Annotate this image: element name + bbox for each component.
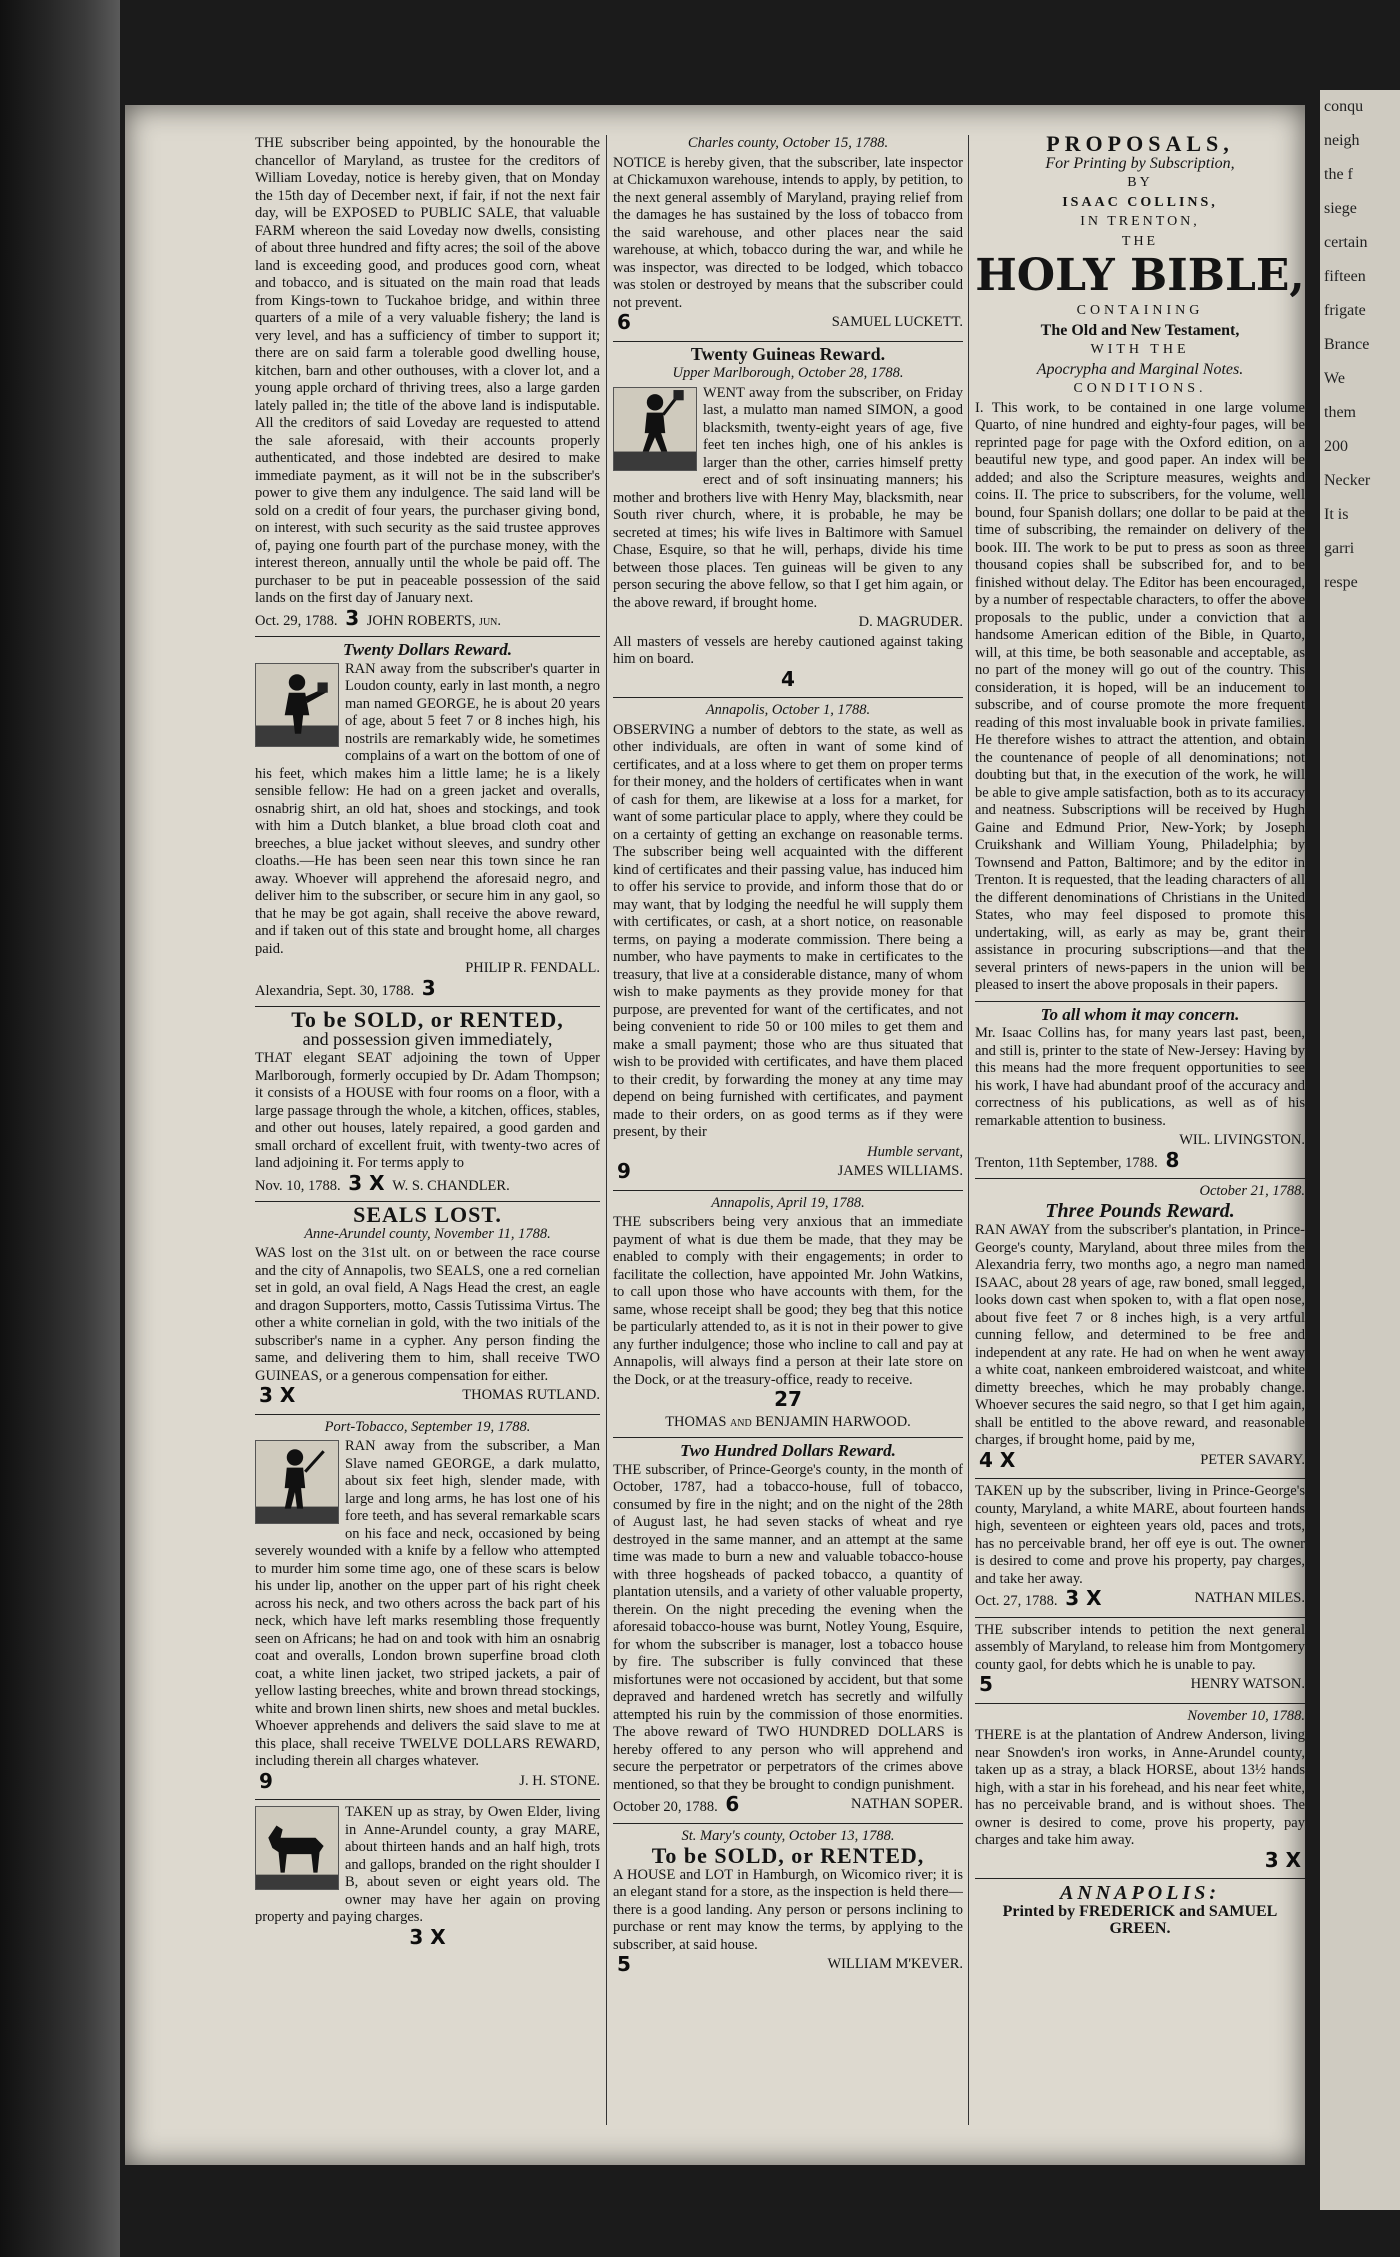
divider: [613, 697, 963, 698]
advert-mark-line: [975, 1847, 1305, 1873]
divider: [975, 1878, 1305, 1879]
advert-date-signature: Oct. 27, 1788. 3 X NATHAN MILES.: [975, 1586, 1305, 1610]
facing-page-fragment: 200: [1324, 438, 1348, 455]
advert-signature-line: [255, 1383, 600, 1408]
divider: [975, 1703, 1305, 1704]
advert-text: TAKEN up as stray, by Owen Elder, living in Anne-Arundel county, a gray MARE, about thirteen hands and an half high, trots and gallops, branded on the right shoulder I B, about seven or eight years old. The owner may have her again on proving property and paying charges.: [255, 1804, 600, 1925]
signature: PETER SAVARY.: [1200, 1451, 1305, 1468]
runaway-woodcut-image: [255, 1440, 339, 1524]
proposals-with: WITH THE: [1090, 342, 1190, 357]
advert-dateline: Anne-Arundel county, November 11, 1788.: [304, 1225, 551, 1242]
divider: [255, 1799, 600, 1800]
advert-text: NOTICE is hereby given, that the subscriber, late inspector at Chickamuxon warehouse, intends to apply, by petition, to the next general assembly of Maryland, praying relief from the damages he has sustained by the loss of tobacco from the said warehouse, and other places near the said warehouse, at which, tobacco during the war, and while he was inspector, was directed to be lodged, which tobacco was stolen or destroyed by means that the subscriber could not prevent.: [613, 154, 963, 311]
advert-text: THE subscriber being appointed, by the honourable the chancellor of Maryland, as trustee for the creditors of William Loveday, notice is hereby given, that on Monday the 15th day of December next, if fair, if not the next fair day, will be EXPOSED to PUBLIC SALE, that valuable FARM whereon the said Loveday now dwells, consisting of about three hundred and fifty acres; the soil of the above land is exceeding good, and produces good corn, wheat and tobacco, and is situated on the main road that leads from Kings-town to Tuckahoe bridge, and within three quarters of a mile of a very valuable fishery; the land is very level, and has a sufficiency of timber to support it; there are on said farm a tolerable good dwelling house, kitchen, barn and other outhouses, with a clover lot, and a young apple orchard of thriving trees, also a large garden lately palled in; the title of the above land is indisputable. All the creditors of said Loveday are requested to attend the sale aforesaid, with their accounts properly authenticated, and those indebted are desired to make immediate payment, as it will not be in the subscriber's power to give them any indulgence. The said land will be sold on a credit of four years, the purchaser giving bond, on interest, with such security as the said trustee approves of, paying one fourth part of the purchase money, with the interest thereon, annually until the whole be paid off. The purchaser to be put in peaceable possession of the said lands on the first day of January next.: [255, 135, 600, 606]
advert-mark-line: [613, 1387, 963, 1412]
divider: [975, 1001, 1305, 1002]
signature: W. S. CHANDLER.: [392, 1177, 510, 1194]
advert-two-hundred-dollars: [613, 1442, 963, 1817]
proposals-conditions: CONDITIONS.: [1073, 381, 1207, 396]
proposals-apocrypha: Apocrypha and Marginal Notes.: [1036, 360, 1244, 378]
advert-date-signature: Nov. 10, 1788. 3 X W. S. CHANDLER.: [255, 1170, 510, 1195]
handwritten-mark: 3 X: [348, 1170, 385, 1195]
facing-page-fragment: conqu: [1324, 98, 1364, 115]
signature: PHILIP R. FENDALL.: [465, 960, 600, 976]
advert-heading: Twenty Dollars Reward.: [343, 640, 512, 659]
handwritten-mark: 9: [617, 1159, 631, 1183]
advert-signature-line: [613, 1952, 963, 1977]
column-2: [613, 135, 963, 2125]
facing-page-fragment: the f: [1324, 166, 1353, 183]
advert-hamburgh-house: [613, 1828, 963, 1977]
signature: THOMAS RUTLAND.: [462, 1387, 600, 1403]
handwritten-mark: 4 X: [979, 1447, 1016, 1472]
facing-page-edge: [1320, 90, 1400, 2210]
handwritten-mark: 9: [259, 1768, 273, 1793]
divider: [255, 1414, 600, 1415]
facing-page-fragment: them: [1324, 404, 1356, 421]
runaway-woodcut-image: [255, 663, 339, 747]
facing-page-fragment: Necker: [1324, 472, 1371, 489]
advert-note: All masters of vessels are hereby cautioned against taking him on board.: [613, 633, 963, 667]
facing-page-fragment: We: [1324, 370, 1345, 387]
proposals-testaments: The Old and New Testament,: [1040, 321, 1240, 339]
advert-dateline: Annapolis, April 19, 1788.: [711, 1194, 865, 1211]
signature: SAMUEL LUCKETT.: [831, 314, 963, 330]
facing-page-fragment: respe: [1324, 574, 1358, 591]
advert-concern: [975, 1006, 1305, 1173]
advert-heading: Two Hundred Dollars Reward.: [680, 1441, 896, 1460]
advert-certificates: [613, 702, 963, 1184]
handwritten-mark: 5: [617, 1952, 631, 1976]
holy-bible-title: HOLY BIBLE,: [975, 250, 1305, 301]
advert-heading: To all whom it may concern.: [1040, 1004, 1240, 1024]
handwritten-mark: 3: [345, 605, 360, 630]
handwritten-mark: 3 X: [1065, 1586, 1102, 1610]
advert-dateline: November 10, 1788.: [1187, 1707, 1305, 1724]
advert-dateline: Upper Marlborough, October 28, 1788.: [672, 365, 904, 381]
divider: [255, 636, 600, 637]
newspaper-page: [125, 105, 1305, 2165]
advert-text: THE subscribers being very anxious that an immediate payment of what is due them be made, that they may be enabled to comply with their engagements; in order to facilitate the collection, have appointed Mr. John Watkins, to call upon those who have accounts with them, for the same, whose receipt shall be good; they beg that this notice be particularly attended to, as it is not in their power to give any further indulgence; those who incline to call and pay at Annapolis, will always find a person at their late store on the Dock, or at the treasury-office, ready to receive.: [613, 1214, 963, 1388]
handwritten-mark: 6: [725, 1792, 740, 1816]
proposals-by: BY: [1127, 175, 1153, 190]
advert-text: WAS lost on the 31st ult. on or between the race course and the city of Annapolis, two SEALS, one a red cornelian set in gold, an oval field, A Nags Head the crest, an eagle and dragon Supporters, motto, Cassis Tutissima Virtus. The other a white cornelian in gold, with the two initials of the subscriber's name in a cypher. Any person finding the same, and delivering them to him, shall receive TWO GUINEAS, or a generous compensation for either.: [255, 1245, 600, 1384]
handwritten-mark: 27: [774, 1387, 802, 1411]
divider: [613, 1190, 963, 1191]
advert-mark-line: [255, 1924, 600, 1950]
advert-dateline: October 21, 1788.: [1199, 1183, 1305, 1199]
advert-signature-line: [975, 1672, 1305, 1697]
divider: [975, 1178, 1305, 1179]
proposals-place: IN TRENTON,: [1080, 214, 1200, 229]
divider: [975, 1478, 1305, 1479]
signature: WIL. LIVINGSTON.: [1179, 1132, 1305, 1148]
signature: J. H. STONE.: [519, 1772, 600, 1789]
advert-subheading: and possession given immediately,: [302, 1028, 553, 1049]
proposals-title: PROPOSALS,: [1046, 135, 1234, 156]
handwritten-mark: 8: [1165, 1147, 1180, 1172]
advert-luckett-notice: [613, 135, 963, 335]
horse-woodcut-image: [255, 1806, 339, 1890]
book-binding: [0, 0, 120, 2257]
signature: D. MAGRUDER.: [858, 614, 963, 630]
advert-dateline: St. Mary's county, October 13, 1788.: [681, 1827, 895, 1844]
advert-dateline: Port-Tobacco, September 19, 1788.: [324, 1418, 531, 1435]
divider: [613, 1823, 963, 1824]
imprint-city: ANNAPOLIS:: [1059, 1882, 1220, 1904]
handwritten-mark: 3 X: [1264, 1847, 1301, 1872]
handwritten-mark: 3 X: [409, 1924, 446, 1949]
proposals-containing: CONTAINING: [1076, 303, 1204, 318]
advert-mark-line: [613, 666, 963, 692]
signature: HENRY WATSON.: [1190, 1676, 1305, 1692]
column-rule: [606, 135, 607, 2125]
advert-text: WENT away from the subscriber, on Friday last, a mulatto man named SIMON, a good blacksmith, twenty-eight years of age, five feet ten inches high, one of his ankles is larger than the other, carries himself pretty erect and of soft insinuating manners; his mother and brothers live with Henry May, blacksmith, near South river church, where, it is probable, he may be secreted at times; his wife lives in Baltimore with Samuel Chase, Esquire, so that he will, perhaps, divide his time between those places. Ten guineas will be given to any person securing the above fellow, so that I get him again, or the above reward, if brought home.: [613, 384, 963, 611]
advert-heading: To be SOLD, or RENTED,: [291, 1007, 564, 1032]
facing-page-fragment: frigate: [1324, 302, 1366, 319]
advert-seat-sale: [255, 1007, 600, 1195]
advert-signature-line: [975, 1447, 1305, 1473]
divider: [975, 1617, 1305, 1618]
proposals-name: ISAAC COLLINS,: [1062, 194, 1218, 210]
advert-text: THE subscriber intends to petition the next general assembly of Maryland, to release him from Montgomery county gaol, for debts which he is unable to pay.: [975, 1621, 1305, 1673]
column-1: [255, 135, 600, 2125]
facing-page-fragment: neigh: [1324, 132, 1360, 149]
advert-text: THAT elegant SEAT adjoining the town of Upper Marlborough, formerly occupied by Dr. Adam Thompson; it consists of a HOUSE with four rooms on a floor, with a large passage through the whole, a kitchen, offices, stables, and other out houses, lately repaired, a good garden and small orchard of excellent fruit, with twenty-two acres of land adjoining it. For terms apply to: [255, 1050, 600, 1171]
handwritten-mark: 3 X: [259, 1383, 296, 1407]
handwritten-mark: 3: [421, 975, 436, 1000]
signature: JAMES WILLIAMS.: [837, 1163, 963, 1179]
advert-heading: Three Pounds Reward.: [1045, 1199, 1235, 1222]
facing-page-fragment: fifteen: [1324, 268, 1366, 285]
advert-text: TAKEN up by the subscriber, living in Prince-George's county, Maryland, a white MARE, about fourteen hands high, seventeen or eighteen years old, paces and trots, has no perceivable brand, her off eye is out. The owner is desired to come and prove his property, pay charges, and take her away.: [975, 1483, 1305, 1587]
advert-twenty-guineas: [613, 343, 963, 692]
imprint-printer: Printed by FREDERICK and SAMUEL GREEN.: [1002, 1902, 1278, 1937]
proposals-text: I. This work, to be contained in one large volume Quarto, of nine hundred and eighty-four pages, will be reprinted page for page with the Oxford edition, on a beautiful new type, and good paper. An index will be added; and also the Scripture measures, weights and coins. II. The price to subscribers, for the volume, well bound, four Spanish dollars; one dollar to be paid at the time of subscribing, the remainder on delivery of the book. III. The work to be put to press as soon as three thousand copies shall be subscribed for, and to be finished without delay. The Editor has been encouraged, by a number of respectable characters, to offer the above proposals to the public, under a conviction that a handsome American edition of the Bible, in Quarto, will, at this time, be both seasonable and acceptable, as no part of the money will go out of the country. This consideration, it is hoped, will be an inducement to subscribe, and of course promote the more frequent reading of this most invaluable book in private families. He therefore wishes to attract the attention, and obtain the countenance of people of all denominations; not doubting but that, in the execution of the work, he will be able to give ample satisfaction, both as to its accuracy and neatness. Subscriptions will be received by Hugh Gaine and Edmund Prior, New-York; by Joseph Cruikshank and William Young, Philadelphia; by Townsend and Patton, Baltimore; and by the editor in Trenton. It is requested, that the leading characters of all the different denominations of Christians in the United States, who may feel disposed to promote this undertaking, will, as early as may be, grant their assistance in procuring subscriptions—and that the several printers of news-papers in the union will be pleased to insert the above proposals in their papers.: [975, 399, 1305, 993]
advert-text: THERE is at the plantation of Andrew Anderson, living near Snowden's iron works, in Anne-Arundel county, taken up as a stray, a black HORSE, about 13½ hands high, with a star in his forehead, and his near feet white, has no perceivable brand, and is without shoes. The owner is desired to come, prove his property, pay charges and take him away.: [975, 1727, 1305, 1848]
column-rule: [968, 135, 969, 2125]
advert-dateline: Annapolis, October 1, 1788.: [705, 702, 871, 718]
proposals-the: THE: [1121, 233, 1159, 249]
advert-signature-line: [255, 1768, 600, 1794]
advert-three-pounds: [975, 1183, 1305, 1472]
signature: WILLIAM M'KEVER.: [827, 1956, 963, 1972]
advert-twenty-dollars: [255, 641, 600, 1000]
advert-text: RAN away from the subscriber, a Man Slave named GEORGE, a dark mulatto, about six feet high, slender made, with large and long arms, he has lost one of his fore teeth, and has several remarkable scars on his face and neck, occasioned by being severely wounded with a knife by a fellow who attempted to murder him some time ago, one of these scars is below his under lip, another on the upper part of his right cheek across his neck, and two others across the back part of his neck, which have left marks resembling those frequently seen on Africans; he had on and took with him an osnabrig coat and overalls, London brown superfine broad cloth coat, a white linen jacket, two striped jackets, a pair of yellow lasting breeches, white and brown thread stockings, white and brown linen shirts, new shoes and metal buckles. Whoever apprehends and delivers the said slave to me at this place, shall receive TWELVE DOLLARS REWARD, including therein all charges whatever.: [255, 1438, 600, 1769]
facing-page-fragment: certain: [1324, 234, 1368, 251]
facing-page-fragment: garri: [1324, 540, 1355, 557]
advert-text: RAN AWAY from the subscriber's plantation, in Prince-George's county, Maryland, about three miles from the Alexandria ferry, two months ago, a negro man named ISAAC, about 28 years of age, raw boned, small legged, looks down cast when spoken to, with a flat open nose, about five feet 7 or 8 inches high, is a very artful cunning fellow, and determined to be free and independent at any rate. He had on when he went away a white coat, nankeen embroidered waistcoat, and white dimetty breeches, which he may probably change. Whoever secures the said negro, so that I get him again, shall be entitled to the above reward, and reasonable charges, if brought home, paid by me,: [975, 1222, 1305, 1448]
signature: THOMAS and BENJAMIN HARWOOD.: [665, 1413, 911, 1430]
divider: [613, 341, 963, 342]
advert-signature-line: [613, 310, 963, 335]
signature: JOHN ROBERTS, jun.: [366, 612, 502, 629]
advert-date-signature: October 20, 1788. 6 NATHAN SOPER.: [613, 1792, 963, 1816]
advert-harwood: [613, 1195, 963, 1432]
advert-heading: Twenty Guineas Reward.: [690, 343, 886, 364]
runaway-woodcut-image: [613, 387, 697, 471]
proposals-subtitle: For Printing by Subscription,: [1045, 154, 1235, 172]
handwritten-mark: 4: [781, 666, 795, 691]
signature: NATHAN MILES.: [1194, 1590, 1305, 1606]
column-3: [975, 135, 1305, 2125]
advert-seals-lost: [255, 1202, 600, 1408]
advert-stray-horse: [975, 1708, 1305, 1873]
advert-closing: Humble servant,: [867, 1143, 963, 1160]
advert-dateline: Charles county, October 15, 1788.: [687, 135, 889, 151]
advert-date: Trenton, 11th September, 1788. 8: [975, 1147, 1180, 1172]
advert-date-signature: Oct. 29, 1788. 3 JOHN ROBERTS, jun.: [255, 605, 502, 630]
signature: NATHAN SOPER.: [851, 1796, 963, 1812]
handwritten-mark: 6: [617, 310, 631, 334]
advert-date: Alexandria, Sept. 30, 1788. 3: [255, 975, 436, 1000]
advert-text: THE subscriber, of Prince-George's county, in the month of October, 1787, had a tobacco-house, full of tobacco, consumed by fire in the night; and on the night of the 28th of August last, he had seven stacks of wheat and rye destroyed in the same manner, and an attempt at the same time was made to burn a new and valuable tobacco-house with three hogsheads of packed tobacco, a quantity of plantation utensils, and a variety of other valuable property, therein. On the night preceding the evening when the aforesaid tobacco-house was burnt, Notley Young, Esquire, for whom the subscriber is manager, lost a tobacco house by fire. The subscriber is fully convinced that these misfortunes were not occasioned by accident, but that some depraved and hardened wretch has secretly and wilfully attempted his ruin by the commission of those enormities. The above reward of TWO HUNDRED DOLLARS is hereby offered to any person who will apprehend and secure the perpetrator or perpetrators of the crimes above mentioned, so that they be brought to condign punishment.: [613, 1461, 963, 1793]
divider: [613, 1437, 963, 1438]
facing-page-fragment: It is: [1324, 506, 1349, 523]
advert-taken-mare: [975, 1483, 1305, 1611]
advert-loveday-farm: [255, 135, 600, 630]
advert-petition: [975, 1622, 1305, 1697]
advert-heading: SEALS LOST.: [353, 1202, 502, 1227]
printer-imprint: [975, 1882, 1305, 1938]
advert-stray-mare: [255, 1804, 600, 1949]
advert-text: Mr. Isaac Collins has, for many years last past, been, and still is, printer to the state of New-Jersey: Having by this means had the more frequent opportunities to see his work, I have had abundant proof of the accuracy and correctness of his publications, as well as of his remarkable attention to business.: [975, 1025, 1305, 1129]
advert-text: OBSERVING a number of debtors to the state, as well as other individuals, are often in want of some kind of certificates, and at a loss where to get them on proper terms for their money, and the holders of certificates when in want of cash for them, are likewise at a loss for a market, for want of some particular place to apply, where they could be on a certainty of getting an exchange on reasonable terms. The subscriber being well acquainted with the different kind of certificates and their passing value, has induced him to offer his service to provide, and inform those that do or may want, that by lodging the needful he will supply them with certificates, or cash, at a short notice, on reasonable terms, on paying a moderate commission. There being a number, who have payments to make in certificates to the treasury, that live at a considerable distance, many of whom wish to make payments as they provide money for that purpose, are prevented for want of the certificates, and not being convenient to ride 50 or 100 miles to get them and make a small payment; those who are thus situated that wish to be provided with certificates, and have them placed to their credit, by forwarding the money at any time may depend on being furnished with certificates, and payment made to their orders, on as good terms as if they were present, by their: [613, 721, 963, 1140]
facing-page-fragment: siege: [1324, 200, 1357, 217]
facing-page-fragment: Brance: [1324, 336, 1370, 353]
advert-bible-proposals: [975, 135, 1305, 995]
advert-text: RAN away from the subscriber's quarter in Loudon county, early in last month, a negro man named GEORGE, he is about 20 years of age, about 5 feet 7 or 8 inches high, his nostrils are remarkably wide, he sometimes complains of a wart on the bottom of one of his feet, which makes him a little lame; he is a likely sensible fellow: He had on a green jacket and overalls, osnabrig shirt, an old hat, shoes and stockings, and took with him a Dutch blanket, a blue broad cloth coat and breeches, a blue jacket without sleeves, and sundry other cloaths.—He has been seen near this town since he ran away. Whoever will apprehend the aforesaid negro, and deliver him to the subscriber, or secure him in any gaol, so that he may be got again, shall receive the above reward, and if taken out of this state and brought home, all charges paid.: [255, 660, 600, 957]
handwritten-mark: 5: [979, 1672, 993, 1696]
advert-george-runaway: [255, 1419, 600, 1794]
advert-text: A HOUSE and LOT in Hamburgh, on Wicomico river; it is an elegant stand for a store, as the inspection is held there—there is a good landing. Any person or persons inclining to purchase or rent may know the terms, by applying to the subscriber, at said house.: [613, 1866, 963, 1953]
advert-signature-line: [613, 1159, 963, 1184]
advert-heading: To be SOLD, or RENTED,: [651, 1843, 925, 1868]
